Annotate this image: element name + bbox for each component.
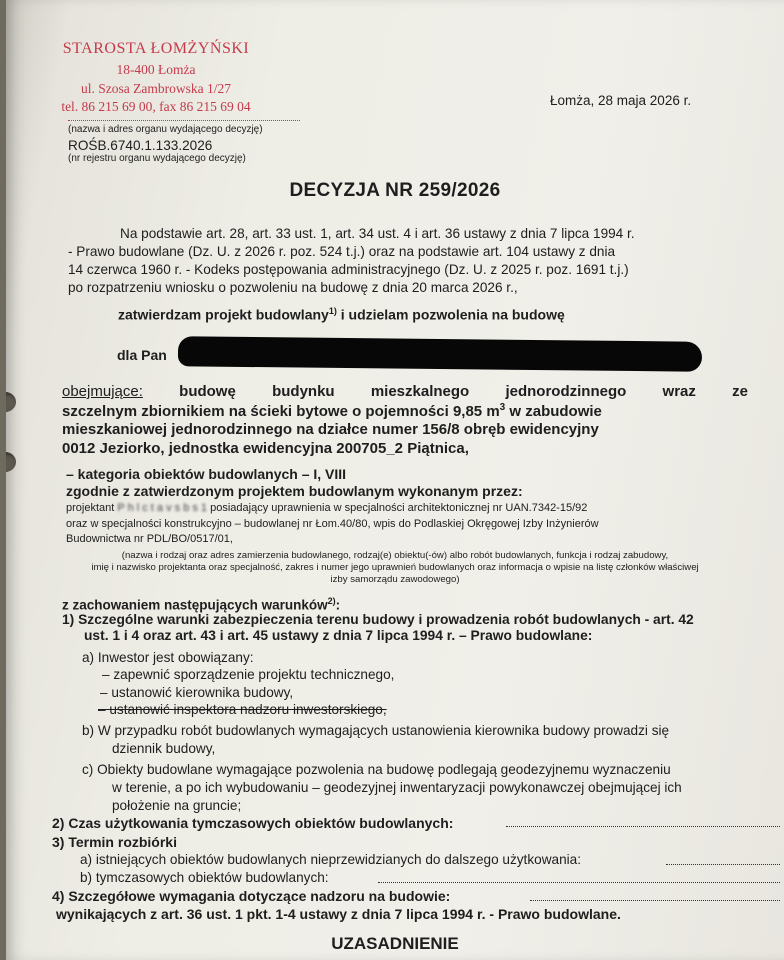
conditions-heading-text: z zachowaniem następujących warunków [62,597,328,613]
condition-a-item: – ustanowić kierownika budowy, [100,685,294,700]
stamp-phone: tel. 86 215 69 00, fax 86 215 69 04 [61,99,251,114]
condition-3a: a) istniejących obiektów budowlanych nieprzewidzianych do dalszego użytkowania: [80,852,581,867]
conditions-footnote: 2) [327,596,336,606]
legal-basis-line: 14 czerwca 1960 r. - Kodeks postępowania administracyjnego (Dz. U. z 2025 r. poz. 1691 t.j.) [68,262,629,277]
condition-b-line-1: b) W przypadku robót budowlanych wymagających ustanowienia kierownika budowy prowadzi się [82,723,670,738]
condition-a-label: a) Inwestor jest obowiązany: [82,650,254,665]
designer-caption-1: (nazwa i rodzaj oraz adres zamierzenia budowlanego, rodzaj(e) obiektu(-ów) albo robót budowlanych, funkcja i rodzaj zabudowy, [121,550,669,561]
document-date: Łomża, 28 maja 2026 r. [550,93,692,108]
condition-2-blank [506,826,780,827]
condition-4-blank [530,900,780,901]
approval-statement [118,306,565,323]
scope-superscript: 3 [499,402,506,413]
designer-caption-3: izby samorządu zawodowego) [330,574,460,585]
condition-1-line-2: ust. 1 i 4 oraz art. 43 i art. 45 ustawy z dnia 7 lipca 1994 r. – Prawo budowlane: [84,628,593,643]
condition-c-line-3: położenie na gruncie; [112,798,242,813]
designer-name-obscured: P h l c t a v s b s 1 [117,502,208,514]
document-page [6,0,784,960]
legal-basis-line: Na podstawie art. 28, art. 33 ust. 1, art. 34 ust. 4 i art. 36 ustawy z dnia 7 lipca 1994 r. [120,226,635,241]
scope-design-by: zgodnie z zatwierdzonym projektem budowlanym wykonanym przez: [66,483,523,499]
approval-suffix: i udzielam pozwolenia na budowę [336,306,565,323]
condition-c-line-2: w terenie, a po ich wybudowaniu – geodezyjnej inwentaryzacji powykonawczej obejmującej ich [112,780,682,795]
binder-hole [6,392,16,412]
condition-3: 3) Termin rozbiórki [52,834,177,850]
legal-basis-line: po rozpatrzeniu wniosku o pozwoleniu na budowę z dnia 20 marca 2026 r., [68,280,518,295]
scope-line-1-text: budowę budynku mieszkalnego jednorodzinnego wraz ze [179,383,748,400]
conditions-heading: z zachowaniem następujących warunków$^{2)}$: [62,596,341,613]
designer-qualifications: posiadający uprawnienia w specjalności architektonicznej nr UAN.7342-15/92 [210,502,588,514]
authority-caption: (nazwa i adres organu wydającego decyzję) [68,124,263,135]
condition-b-line-2: dziennik budowy, [112,741,216,756]
stamp-underline [68,120,300,121]
condition-3b-blank [378,882,780,883]
recipient-label: dla Pan [117,347,167,363]
scope-label: obejmujące: [62,383,143,400]
condition-3a-blank [666,864,780,865]
condition-4-line-2: wynikających z art. 36 ust. 1 pkt. 1-4 ustawy z dnia 7 lipca 1994 r. - Prawo budowlane. [56,906,621,922]
scope-line-2 [62,402,602,420]
decision-title: DECYZJA NR 259/2026 [289,180,501,201]
scope-line-2-post: w zabudowie [505,403,602,420]
scope-line-4: 0012 Jeziorko, jednostka ewidencyjna 200705_2 Piątnica, [62,440,469,457]
condition-a-item-struck: – ustanowić inspektora nadzoru inwestorskiego, [98,702,387,717]
binder-hole [6,452,16,472]
approval-footnote: 1) [328,306,337,316]
stamp-authority: STAROSTA ŁOMŻYŃSKI [62,40,250,57]
register-caption: (nr rejestru organu wydającego decyzję) [68,153,246,164]
designer-caption-2: imię i nazwisko projektanta oraz specjalność, zakres i numer jego uprawnień budowlanych oraz informacja o wpisie na listę członków właściwej [91,562,699,573]
condition-4: 4) Szczegółowe wymagania dotyczące nadzoru na budowie: [52,888,451,904]
stamp-postal: 18-400 Łomża [116,62,196,77]
designer-prefix: projektant [66,502,115,514]
designer-line-1 [66,502,587,514]
register-number: ROŚB.6740.1.133.2026 [68,138,213,153]
condition-3b: b) tymczasowych obiektów budowlanych: [80,870,329,885]
redaction-bar [178,336,702,371]
condition-c-line-1: c) Obiekty budowlane wymagające pozwolenia na budowę podlegają geodezyjnemu wyznaczeniu [82,762,671,777]
condition-1-line-1: 1) Szczególne warunki zabezpieczenia terenu budowy i prowadzenia robót budowlanych - art. 42 [62,612,694,627]
scope-line-1 [62,383,748,400]
designer-line-3: Budownictwa nr PDL/BO/0517/01, [66,533,233,545]
stamp-street: ul. Szosa Zambrowska 1/27 [81,81,231,96]
legal-basis-line: - Prawo budowlane (Dz. U. z 2026 r. poz. 524 t.j.) oraz na podstawie art. 104 ustawy z dnia [68,244,616,259]
scope-line-3: mieszkaniowej jednorodzinnego na działce numer 156/8 obręb ewidencyjny [62,421,599,438]
justification-heading: UZASADNIENIE [331,934,459,953]
condition-2: 2) Czas użytkowania tymczasowych obiektów budowlanych: [52,815,454,831]
scope-line-2-text: szczelnym zbiornikiem na ścieki bytowe o pojemności 9,85 m [62,403,500,420]
designer-line-2: oraz w specjalności konstrukcyjno – budowlanej nr Łom.40/80, wpis do Podlaskiej Okręgowej Izby Inżynierów [66,518,599,530]
condition-a-item: – zapewnić sporządzenie projektu technicznego, [102,667,395,682]
scope-category: – kategoria obiektów budowlanych – I, VIII [66,466,347,482]
approval-prefix: zatwierdzam projekt budowlany [118,306,329,323]
